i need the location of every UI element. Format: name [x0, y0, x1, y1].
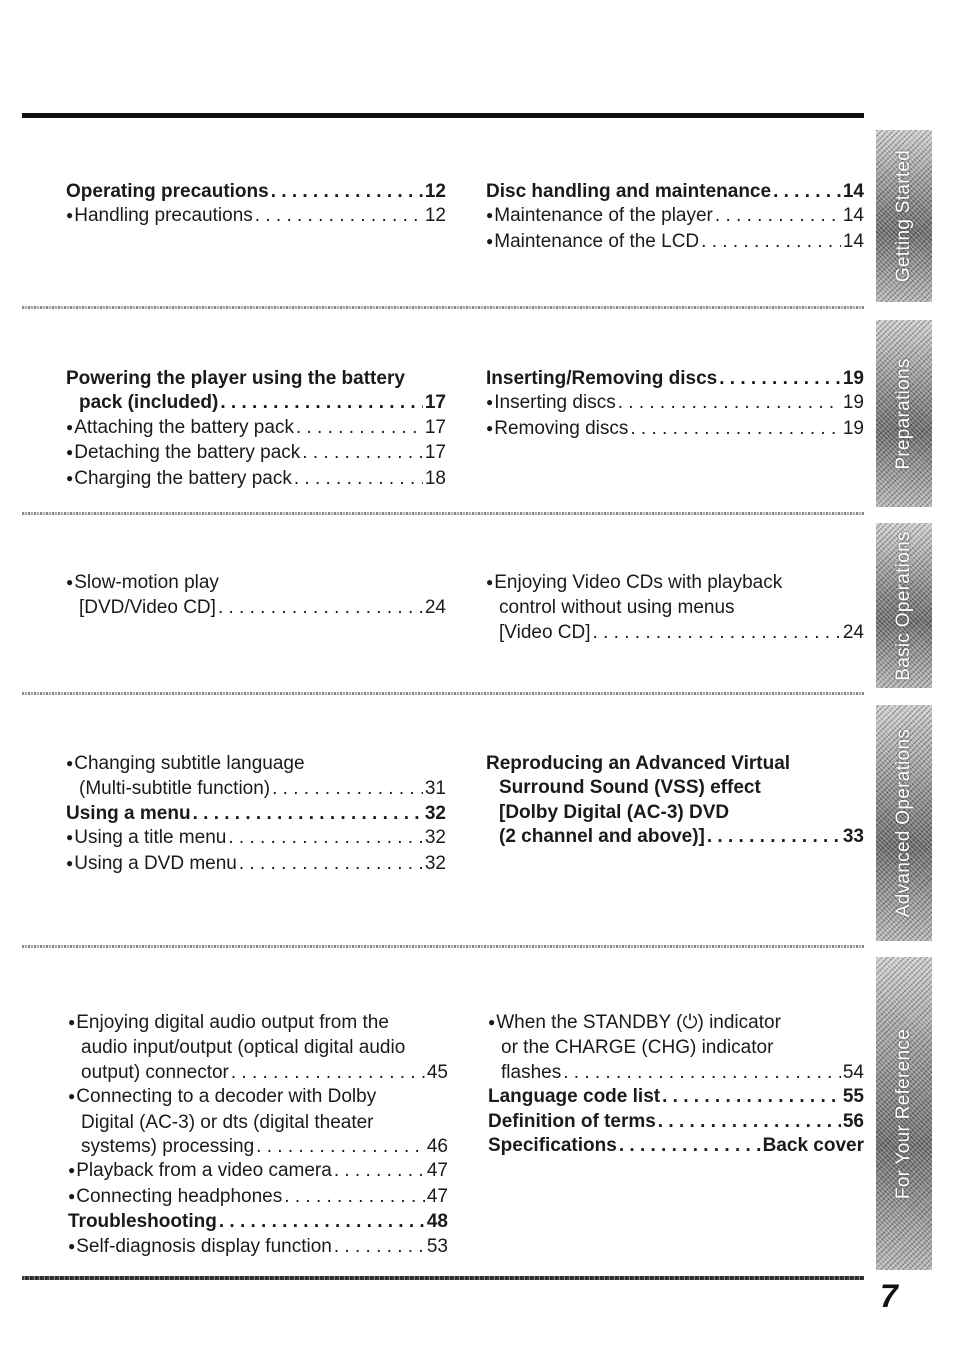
tab-advanced-operations[interactable]	[876, 705, 932, 941]
tab-label: Getting Started	[893, 149, 914, 283]
toc-column-right-2	[486, 571, 864, 645]
tab-basic-operations[interactable]	[876, 523, 932, 688]
toc-entry[interactable]: systems) processing . . . 46	[68, 1135, 448, 1159]
toc-entry[interactable]: Troubleshooting . . . 48	[68, 1210, 448, 1234]
section-divider	[22, 306, 864, 309]
toc-entry[interactable]: ● Maintenance of the LCD . . . 14	[486, 230, 864, 255]
toc-entry-line[interactable]: ● Enjoying digital audio output from the	[68, 1011, 448, 1036]
toc-entry[interactable]: ● Attaching the battery pack . . . 17	[66, 416, 446, 441]
toc-entry[interactable]: pack (included) . . . 17	[66, 391, 446, 415]
section-divider	[22, 512, 864, 515]
tab-for-your-reference[interactable]	[876, 957, 932, 1270]
toc-column-left-3	[66, 752, 446, 877]
toc-entry-line[interactable]: ● Connecting to a decoder with Dolby	[68, 1085, 448, 1110]
toc-entry[interactable]: Operating precautions . . . 12	[66, 180, 446, 204]
toc-entry[interactable]: ● Removing discs . . . 19	[486, 417, 864, 442]
toc-entry-line[interactable]: ● Slow-motion play	[66, 571, 446, 596]
toc-column-right-0	[486, 180, 864, 255]
toc-column-right-4	[488, 1011, 864, 1158]
toc-entry[interactable]: ● Using a title menu . . . 32	[66, 826, 446, 851]
toc-column-left-0	[66, 180, 446, 230]
toc-entry[interactable]: [DVD/Video CD] . . . 24	[66, 596, 446, 620]
toc-entry[interactable]: ● Handling precautions . . . 12	[66, 204, 446, 229]
toc-entry[interactable]: (2 channel and above)] . . . 33	[486, 825, 864, 849]
toc-entry[interactable]: flashes . . . 54	[488, 1061, 864, 1085]
toc-entry[interactable]: ● Inserting discs . . . 19	[486, 391, 864, 416]
toc-entry[interactable]: ● Using a DVD menu . . . 32	[66, 852, 446, 877]
toc-entry[interactable]: Using a menu . . . 32	[66, 802, 446, 826]
section-divider	[22, 945, 864, 948]
toc-entry[interactable]: Specifications . . . Back cover	[488, 1134, 864, 1158]
toc-entry-line[interactable]: or the CHARGE (CHG) indicator	[501, 1037, 774, 1059]
toc-entry[interactable]: ● Playback from a video camera . . . 47	[68, 1159, 448, 1184]
toc-entry-line[interactable]: audio input/output (optical digital audio	[81, 1037, 406, 1059]
tab-label: Preparations	[893, 357, 914, 470]
toc-entry[interactable]: Disc handling and maintenance . . . 14	[486, 180, 864, 204]
toc-entry[interactable]: [Video CD] . . . 24	[486, 621, 864, 645]
section-divider	[22, 692, 864, 695]
toc-column-right-3	[486, 752, 864, 850]
toc-entry-line[interactable]: Reproducing an Advanced Virtual	[486, 753, 791, 774]
toc-entry[interactable]: output) connector . . . 45	[68, 1061, 448, 1085]
toc-entry-line[interactable]: ● Changing subtitle language	[66, 752, 446, 777]
tab-label: For Your Reference	[893, 1028, 914, 1199]
toc-entry[interactable]: Definition of terms . . . 56	[488, 1110, 864, 1134]
toc-entry[interactable]: Inserting/Removing discs . . . 19	[486, 367, 864, 391]
toc-entry-line[interactable]: Surround Sound (VSS) effect	[499, 777, 761, 799]
top-rule	[22, 113, 864, 118]
toc-entry-line[interactable]: [Dolby Digital (AC-3) DVD	[499, 801, 730, 823]
toc-entry-line[interactable]: Digital (AC-3) or dts (digital theater	[81, 1111, 374, 1133]
toc-column-left-2	[66, 571, 446, 621]
toc-entry[interactable]: ● Detaching the battery pack . . . 17	[66, 441, 446, 466]
page-number: 7	[880, 1278, 898, 1314]
toc-entry-line[interactable]: Powering the player using the battery	[66, 368, 405, 389]
tab-preparations[interactable]	[876, 320, 932, 507]
toc-entry-line[interactable]: control without using menus	[499, 597, 735, 619]
toc-column-left-4	[68, 1011, 448, 1260]
toc-entry[interactable]: ● Charging the battery pack . . . 18	[66, 467, 446, 492]
toc-column-right-1	[486, 367, 864, 442]
toc-entry-line[interactable]: ● Enjoying Video CDs with playback	[486, 571, 864, 596]
toc-entry[interactable]: Language code list . . . 55	[488, 1085, 864, 1109]
tab-label: Advanced Operations	[893, 728, 914, 918]
toc-entry[interactable]: ● Connecting headphones . . . 47	[68, 1185, 448, 1210]
tab-label: Basic Operations	[893, 530, 914, 681]
toc-entry-line[interactable]: ● When the STANDBY (⏻) indicator	[488, 1011, 864, 1036]
tab-getting-started[interactable]	[876, 130, 932, 302]
toc-entry[interactable]: ● Self-diagnosis display function . . . 53	[68, 1235, 448, 1260]
bottom-rule	[22, 1276, 864, 1280]
toc-entry[interactable]: (Multi-subtitle function) . . . 31	[66, 777, 446, 801]
toc-column-left-1	[66, 367, 446, 492]
toc-entry[interactable]: ● Maintenance of the player . . . 14	[486, 204, 864, 229]
